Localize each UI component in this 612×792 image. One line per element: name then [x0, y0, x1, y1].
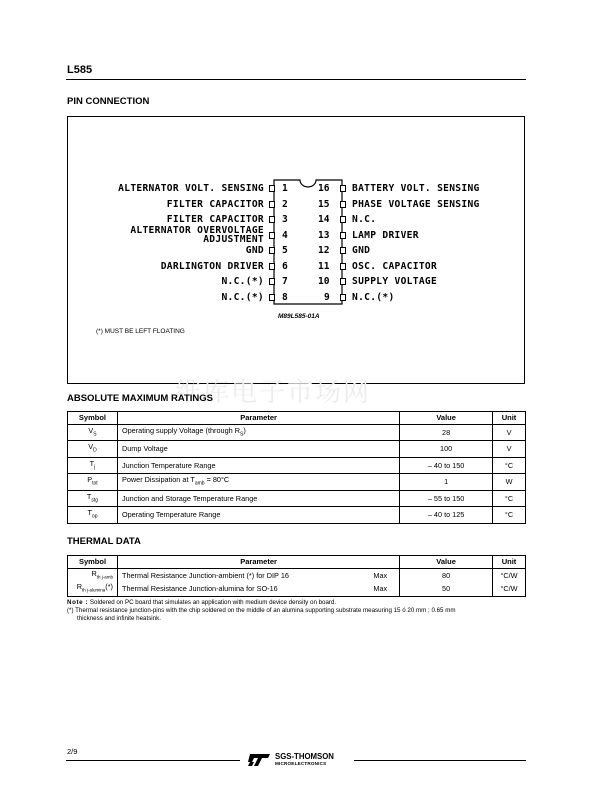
pin-pad — [340, 185, 346, 192]
unit-cell: W — [493, 474, 526, 490]
unit-cell: °C — [493, 457, 526, 473]
pin-number: 8 — [282, 292, 288, 303]
parameter-cell: Dump Voltage — [117, 441, 399, 457]
col-header-symbol: Symbol — [68, 412, 118, 425]
pin-label: GND — [352, 245, 371, 256]
note-label: Note : — [67, 599, 89, 606]
footer-rule-left — [66, 760, 240, 761]
parameter-cell: Junction and Storage Temperature Range — [117, 490, 399, 506]
pin-pad — [269, 201, 275, 208]
pin-label: N.C. — [352, 214, 377, 225]
brand-logo — [246, 752, 334, 768]
pin-row-left — [80, 225, 264, 245]
pin-row-left — [80, 245, 264, 258]
part-number: L585 — [67, 64, 93, 76]
abs-max-table — [67, 411, 526, 524]
value-cell: 28 — [400, 425, 493, 441]
pin-label: FILTER CAPACITOR — [166, 199, 264, 210]
pin-label: SUPPLY VOLTAGE — [352, 276, 438, 287]
pin-pad — [269, 294, 275, 301]
parameter-cell: Junction Temperature Range — [117, 457, 399, 473]
st-logo-icon — [246, 752, 272, 768]
pin-label: DARLINGTON DRIVER — [160, 261, 264, 272]
col-header-value: Value — [400, 412, 493, 425]
pin-label: N.C.(*) — [221, 292, 264, 303]
pin-number: 9 — [324, 292, 330, 303]
table-row — [68, 474, 526, 490]
table-row — [68, 457, 526, 473]
table-row — [68, 490, 526, 506]
parameter-cell: Power Dissipation at $T_{amb} = 80^\circ C$ — [117, 474, 399, 490]
table-header-row — [68, 556, 526, 569]
thermal-footnote-line2: thickness and infinite heatsink. — [77, 615, 161, 622]
pin-number: 12 — [318, 245, 330, 256]
unit-cell: °C — [493, 507, 526, 523]
pin-label: ALTERNATOR VOLT. SENSING — [118, 183, 264, 194]
col-header-symbol: Symbol — [68, 556, 118, 569]
footer-rule-right — [354, 760, 526, 761]
value-cell: 80 — [400, 569, 493, 583]
parameter-cell: Thermal Resistance Junction-alumina for SO-16 Max — [117, 582, 399, 596]
pin-pad — [340, 247, 346, 254]
pin-number: 14 — [318, 214, 330, 225]
pin-label: BATTERY VOLT. SENSING — [352, 183, 480, 194]
symbol-cell: $V_D$ — [68, 441, 118, 457]
table-header-row — [68, 412, 526, 425]
pin-pad — [269, 278, 275, 285]
pin-pad — [340, 278, 346, 285]
symbol-cell: $T_{op}$ — [68, 507, 118, 523]
symbol-cell: $V_S$ — [68, 425, 118, 441]
value-cell: – 55 to 150 — [400, 490, 493, 506]
brand-subtitle: MICROELECTRONICS — [275, 761, 327, 766]
pin-label: ALTERNATOR OVERVOLTAGE — [130, 225, 264, 236]
thermal-table — [67, 555, 526, 597]
col-header-parameter: Parameter — [117, 412, 399, 425]
value-cell: – 40 to 125 — [400, 507, 493, 523]
watermark: 维库电子市场网 — [175, 378, 372, 408]
pin-pad — [340, 294, 346, 301]
pin-row-left — [80, 261, 264, 274]
pin-label-line2: ADJUSTMENT — [203, 234, 264, 245]
pin-number: 7 — [282, 276, 288, 287]
pin-label: N.C.(*) — [352, 292, 395, 303]
value-cell: 100 — [400, 441, 493, 457]
abs-max-title: ABSOLUTE MAXIMUM RATINGS — [67, 393, 214, 404]
pin-pad — [340, 201, 346, 208]
symbol-cell: $R_{th j-amb}$ — [68, 569, 118, 583]
thermal-note — [67, 599, 336, 607]
pin-label: FILTER CAPACITOR — [166, 214, 264, 225]
pin-number: 5 — [282, 245, 288, 256]
pin-pad — [269, 185, 275, 192]
pin-label: GND — [245, 245, 264, 256]
pin-number: 16 — [318, 183, 330, 194]
pin-row-left — [80, 292, 264, 305]
pin-pad — [269, 216, 275, 223]
pin-row-left — [80, 199, 264, 212]
parameter-cell: Operating supply Voltage (through $R_S$) — [117, 425, 399, 441]
table-row — [68, 569, 526, 583]
parameter-cell: Thermal Resistance Junction-ambient (*) for DIP 16 Max — [117, 569, 399, 583]
pin-pad — [269, 247, 275, 254]
pin-pad — [269, 263, 275, 270]
pin-number: 1 — [282, 183, 288, 194]
pin-number: 6 — [282, 261, 288, 272]
pin-connection-title: PIN CONNECTION — [67, 96, 150, 107]
thermal-footnote-line1: (*) Thermal resistance junction-pins with the chip soldered on the middle of an alumina supporting substrate measuring 15 ó 20 mm ; 0.65 mm — [67, 607, 456, 614]
pin-number: 11 — [318, 261, 330, 272]
col-header-unit: Unit — [493, 556, 526, 569]
pin-number: 3 — [282, 214, 288, 225]
pin-pad — [340, 216, 346, 223]
brand-name: SGS-THOMSON — [275, 752, 334, 761]
drawing-code: M89L585-01A — [278, 313, 320, 320]
pin-number: 10 — [318, 276, 330, 287]
table-row — [68, 582, 526, 596]
col-header-unit: Unit — [493, 412, 526, 425]
pin-number: 4 — [282, 230, 288, 241]
value-cell: 50 — [400, 582, 493, 596]
pin-pad — [269, 232, 275, 239]
table-row — [68, 425, 526, 441]
value-cell: – 40 to 150 — [400, 457, 493, 473]
unit-cell: °C — [493, 490, 526, 506]
unit-cell: °C/W — [493, 582, 526, 596]
unit-cell: V — [493, 425, 526, 441]
table-row — [68, 441, 526, 457]
pin-label: N.C.(*) — [221, 276, 264, 287]
pin-number: 2 — [282, 199, 288, 210]
pin-row-left — [80, 276, 264, 289]
symbol-cell: $R_{th j-alumina}(*)$ — [68, 582, 118, 596]
symbol-cell: $T_{stg}$ — [68, 490, 118, 506]
symbol-cell: $T_j$ — [68, 457, 118, 473]
symbol-cell: $P_{tot}$ — [68, 474, 118, 490]
unit-cell: °C/W — [493, 569, 526, 583]
ic-package-outline — [270, 178, 346, 308]
header-rule — [66, 79, 526, 80]
value-cell: 1 — [400, 474, 493, 490]
col-header-value: Value — [400, 556, 493, 569]
pin-footnote: (*) MUST BE LEFT FLOATING — [96, 328, 185, 335]
table-row — [68, 507, 526, 523]
page-number: 2/9 — [67, 747, 78, 756]
pin-pad — [340, 232, 346, 239]
pin-label: PHASE VOLTAGE SENSING — [352, 199, 480, 210]
pin-number: 13 — [318, 230, 330, 241]
note-text: Soldered on PC board that simulates an application with medium device density on board. — [89, 599, 337, 606]
thermal-title: THERMAL DATA — [67, 536, 141, 547]
pin-row-left — [80, 183, 264, 196]
pin-number: 15 — [318, 199, 330, 210]
pin-label: LAMP DRIVER — [352, 230, 419, 241]
pin-pad — [340, 263, 346, 270]
parameter-cell: Operating Temperature Range — [117, 507, 399, 523]
pin-label: OSC. CAPACITOR — [352, 261, 438, 272]
col-header-parameter: Parameter — [117, 556, 399, 569]
unit-cell: V — [493, 441, 526, 457]
